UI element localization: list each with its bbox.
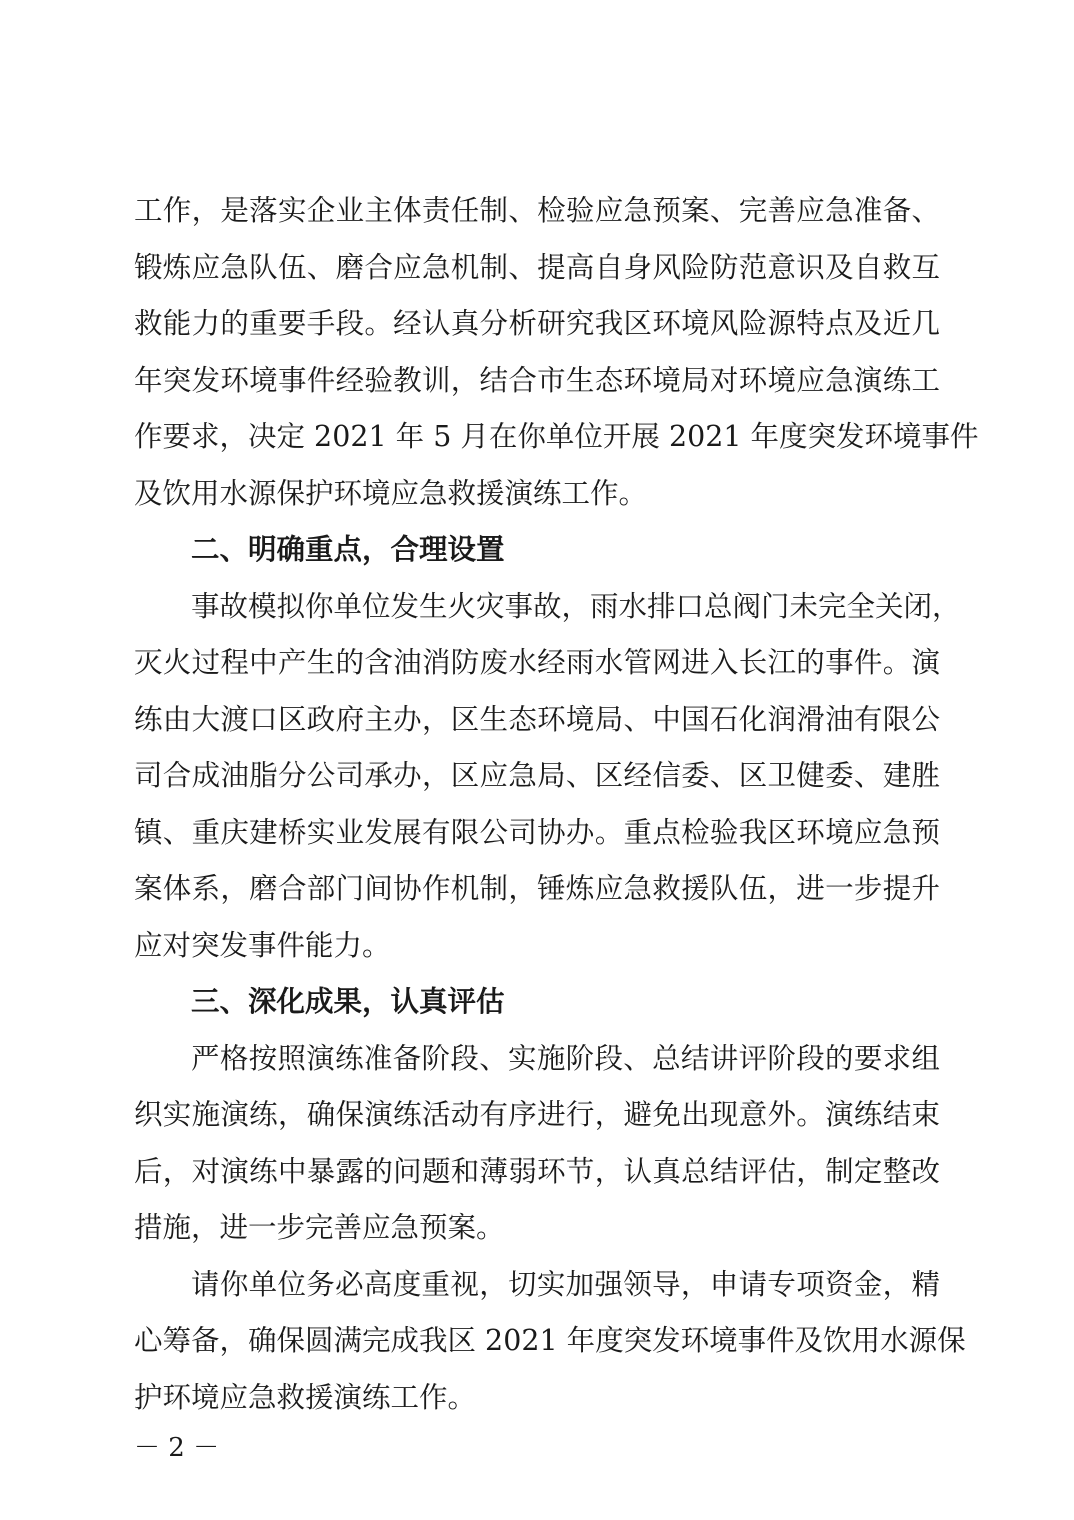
text-line: 请你单位务必高度重视，切实加强领导，申请专项资金，精 (191, 1267, 940, 1301)
text-line: 年突发环境事件经验教训，结合市生态环境局对环境应急演练工 (134, 363, 940, 397)
text-line: 作要求，决定 2021 年 5 月在你单位开展 2021 年度突发环境事件 (134, 420, 979, 453)
text-line: 护环境应急救援演练工作。 (134, 1380, 477, 1414)
text-line: 案体系，磨合部门间协作机制，锤炼应急救援队伍，进一步提升 (134, 872, 940, 905)
section-heading-2: 二、明确重点，合理设置 (191, 533, 505, 566)
paragraph-evaluation (134, 1031, 940, 1257)
text-line: 织实施演练，确保演练活动有序进行，避免出现意外。演练结束 (134, 1098, 940, 1131)
text-line: 严格按照演练准备阶段、实施阶段、总结讲评阶段的要求组 (191, 1041, 940, 1075)
text-line: 及饮用水源保护环境应急救援演练工作。 (134, 476, 648, 510)
text-line: 措施，进一步完善应急预案。 (134, 1211, 505, 1244)
text-line: 灭火过程中产生的含油消防废水经雨水管网进入长江的事件。演 (134, 646, 940, 679)
text-line: 镇、重庆建桥实业发展有限公司协办。重点检验我区环境应急预 (134, 815, 940, 849)
text-line: 心筹备，确保圆满完成我区 2021 年度突发环境事件及饮用水源保 (134, 1324, 966, 1357)
text-line: 练由大渡口区政府主办，区生态环境局、中国石化润滑油有限公 (134, 702, 940, 736)
text-line: 司合成油脂分公司承办，区应急局、区经信委、区卫健委、建胜 (134, 759, 940, 792)
paragraph-intro (134, 183, 979, 522)
text-line: 锻炼应急队伍、磨合应急机制、提高自身风险防范意识及自救互 (134, 250, 940, 284)
document-body (134, 183, 979, 1426)
paragraph-closing (134, 1257, 966, 1427)
text-line: 救能力的重要手段。经认真分析研究我区环境风险源特点及近几 (134, 307, 940, 340)
text-line: 事故模拟你单位发生火灾事故，雨水排口总阀门未完全关闭， (191, 589, 961, 623)
section-heading-3: 三、深化成果，认真评估 (191, 985, 505, 1018)
paragraph-key-points (134, 579, 961, 975)
text-line: 应对突发事件能力。 (134, 928, 391, 962)
page-number: － 2 － (134, 1433, 220, 1463)
text-line: 后，对演练中暴露的问题和薄弱环节，认真总结评估，制定整改 (134, 1154, 940, 1188)
text-line: 工作，是落实企业主体责任制、检验应急预案、完善应急准备、 (134, 194, 940, 227)
